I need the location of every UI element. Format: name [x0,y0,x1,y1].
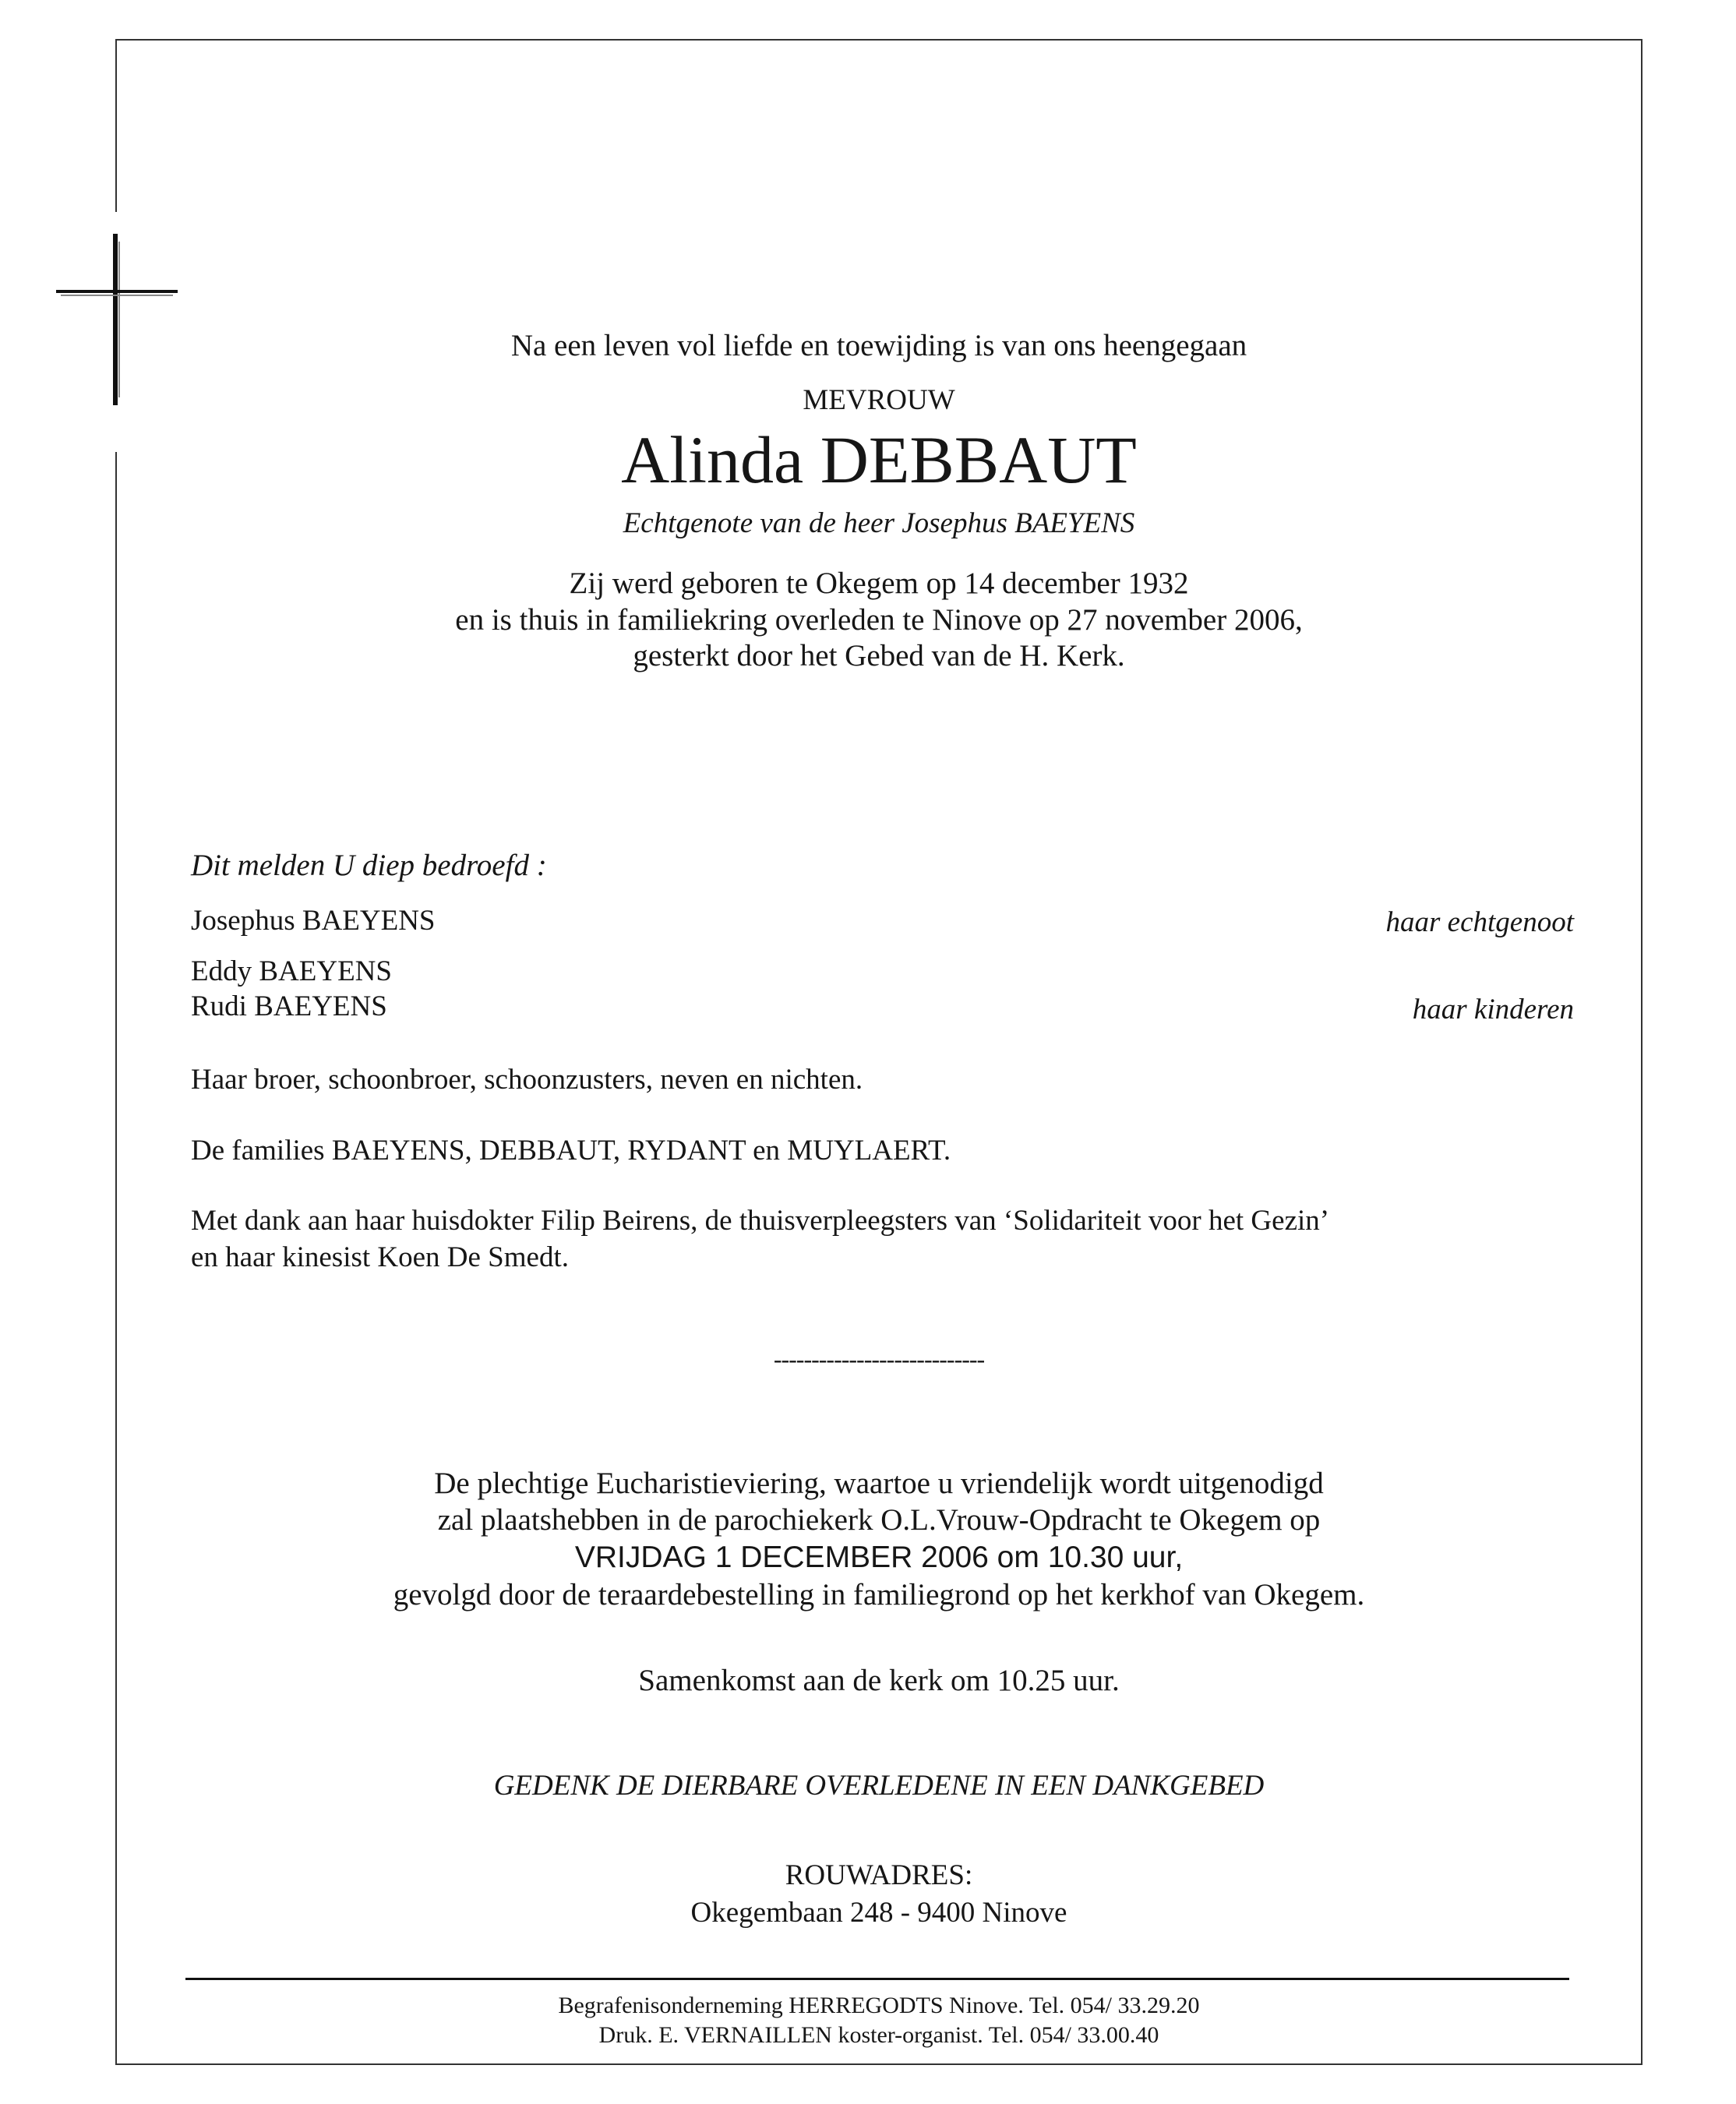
address: Okegembaan 248 - 9400 Ninove [690,1897,1067,1929]
family-member-role: haar kinderen [1412,994,1574,1026]
ceremony-date: VRIJDAG 1 DECEMBER 2006 om 10.30 uur, [574,1541,1184,1574]
intro-text: Na een leven vol liefde en toewijding is van ons heengegaan [510,329,1247,362]
family-member-role: haar echtgenoot [1385,906,1574,938]
footer-rule [185,1978,1569,1980]
birth-line: Zij werd geboren te Okegem op 14 december 1932 [569,567,1189,600]
family-member-name: Rudi BAEYENS [191,990,387,1022]
family-member-name: Josephus BAEYENS [191,905,436,937]
burial-line: gevolgd door de teraardebestelling in familiegrond op het kerkhof van Okegem. [393,1578,1365,1612]
remembrance-line: GEDENK DE DIERBARE OVERLEDENE IN EEN DANKGEBED [493,1770,1265,1802]
cross-icon [56,234,181,405]
footer-line: Begrafenisonderneming HERREGODTS Ninove. Tel. 054/ 33.29.20 [558,1993,1200,2018]
prayer-line: gesterkt door het Gebed van de H. Kerk. [633,639,1125,673]
thanks-line: en haar kinesist Koen De Smedt. [191,1241,569,1273]
announce-heading: Dit melden U diep bedroefd : [191,849,547,882]
ceremony-line: zal plaatshebben in de parochiekerk O.L.Vrouw-Opdracht te Okegem op [437,1503,1321,1537]
thanks-line: Met dank aan haar huisdokter Filip Beirens, de thuisverpleegsters van ‘Solidariteit voor het Gezin’ [191,1205,1330,1237]
relatives-line: Haar broer, schoonbroer, schoonzusters, neven en nichten. [191,1064,863,1096]
deceased-name: Alinda DEBBAUT [621,422,1137,497]
family-member-name: Eddy BAEYENS [191,955,392,987]
families-line: De families BAEYENS, DEBBAUT, RYDANT en MUYLAERT. [191,1135,951,1167]
death-line: en is thuis in familiekring overleden te Ninove op 27 november 2006, [455,603,1303,637]
ceremony-line: De plechtige Eucharistieviering, waartoe u vriendelijk wordt uitgenodigd [434,1467,1324,1500]
address-label: ROUWADRES: [785,1859,973,1891]
footer-line: Druk. E. VERNAILLEN koster-organist. Tel. 054/ 33.00.40 [598,2022,1159,2048]
spouse-line: Echtgenote van de heer Josephus BAEYENS [623,507,1135,539]
gathering-line: Samenkomst aan de kerk om 10.25 uur. [638,1664,1120,1697]
title-prefix: MEVROUW [803,384,955,416]
separator: ---------------------------- [773,1345,985,1373]
